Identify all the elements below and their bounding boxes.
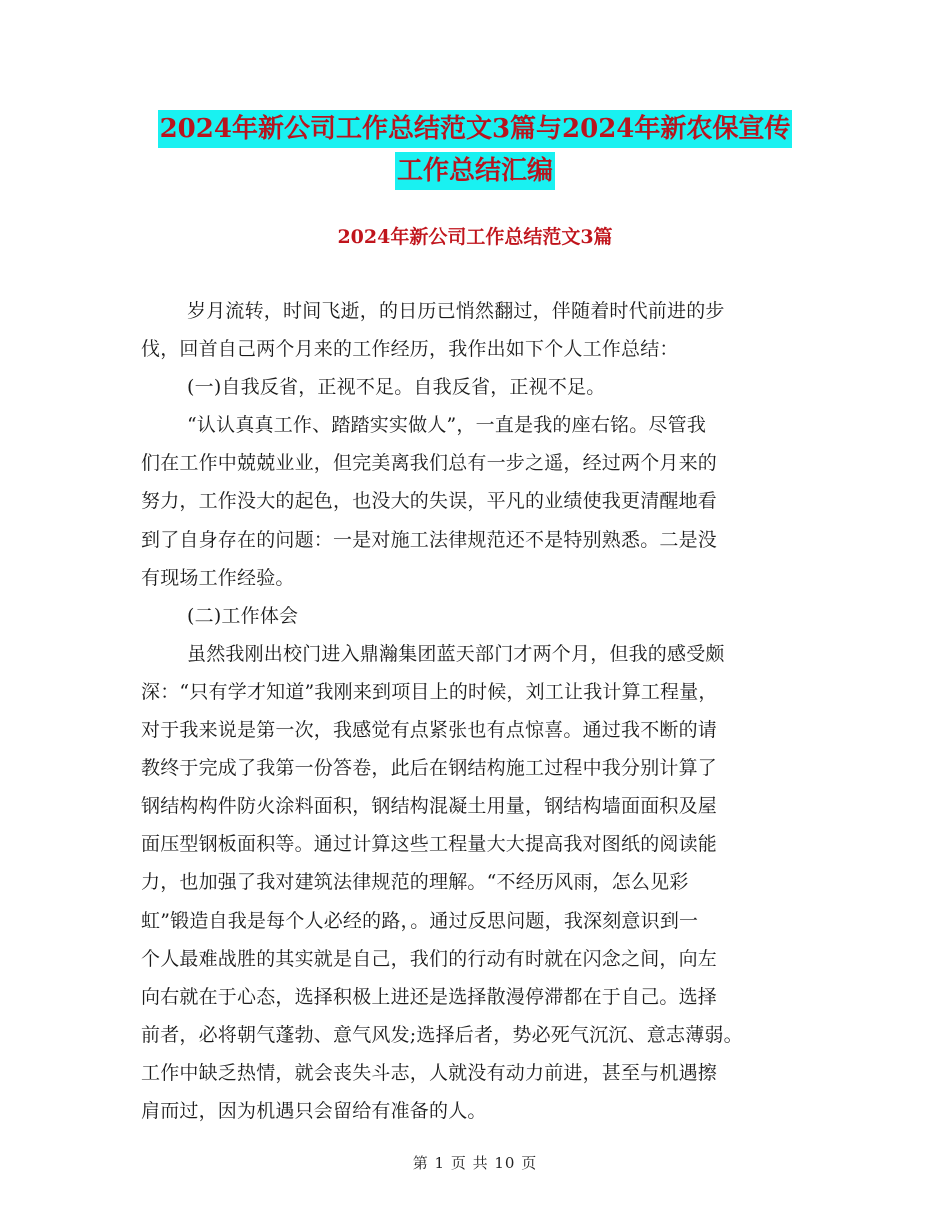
text-line: 到了自身存在的问题：一是对施工法律规范还不是特别熟悉。二是没 [141,528,718,551]
text-line: (二)工作体会 [187,604,299,627]
title-line-2: 工作总结汇编 [395,152,555,190]
text-line: 力，也加强了我对建筑法律规范的理解。“不经历风雨，怎么见彩 [141,871,689,894]
text-line: 肩而过，因为机遇只会留给有准备的人。 [141,1099,487,1122]
text-line: 面压型钢板面积等。通过计算这些工程量大大提高我对图纸的阅读能 [141,833,718,856]
text-line: 虽然我刚出校门进入鼎瀚集团蓝天部门才两个月，但我的感受颇 [187,642,725,665]
text-line: 们在工作中兢兢业业，但完美离我们总有一步之遥，经过两个月来的 [141,452,718,475]
text-line: 对于我来说是第一次，我感觉有点紧张也有点惊喜。通过我不断的请 [141,719,718,742]
text-line: 个人最难战胜的其实就是自己，我们的行动有时就在闪念之间，向左 [141,947,718,970]
section-heading: 2024年新公司工作总结范文3篇 [337,226,613,248]
text-line: 岁月流转，时间飞逝，的日历已悄然翻过，伴随着时代前进的步 [187,300,725,322]
text-line: 前者，必将朝气蓬勃、意气风发;选择后者，势必死气沉沉、意志薄弱。 [141,1023,743,1046]
text-line: 努力，工作没大的起色，也没大的失误，平凡的业绩使我更清醒地看 [141,490,718,513]
title-line-1: 2024年新公司工作总结范文3篇与2024年新农保宣传 [158,110,793,148]
text-line: 伐，回首自己两个月来的工作经历，我作出如下个人工作总结： [141,338,679,361]
text-line: 工作中缺乏热情，就会丧失斗志，人就没有动力前进，甚至与机遇擦 [141,1061,718,1084]
text-line: 有现场工作经验。 [141,566,295,589]
text-line: 钢结构构件防火涂料面积，钢结构混凝土用量，钢结构墙面面积及屋 [141,795,718,818]
document-title [0,110,950,190]
body-text [141,292,821,1130]
text-line: (一)自我反省，正视不足。自我反省，正视不足。 [187,376,606,399]
text-line: 向右就在于心态，选择积极上进还是选择散漫停滞都在于自己。选择 [141,985,718,1008]
text-line: 教终于完成了我第一份答卷，此后在钢结构施工过程中我分别计算了 [141,757,718,780]
text-line: 深：“只有学才知道”我刚来到项目上的时候，刘工让我计算工程量， [141,680,718,703]
text-line: “认认真真工作、踏踏实实做人”，一直是我的座右铭。尽管我 [187,414,707,437]
page-footer: 第 1 页 共 10 页 [412,1154,538,1172]
text-line: 虹”锻造自我是每个人必经的路，。通过反思问题，我深刻意识到一 [141,909,699,932]
